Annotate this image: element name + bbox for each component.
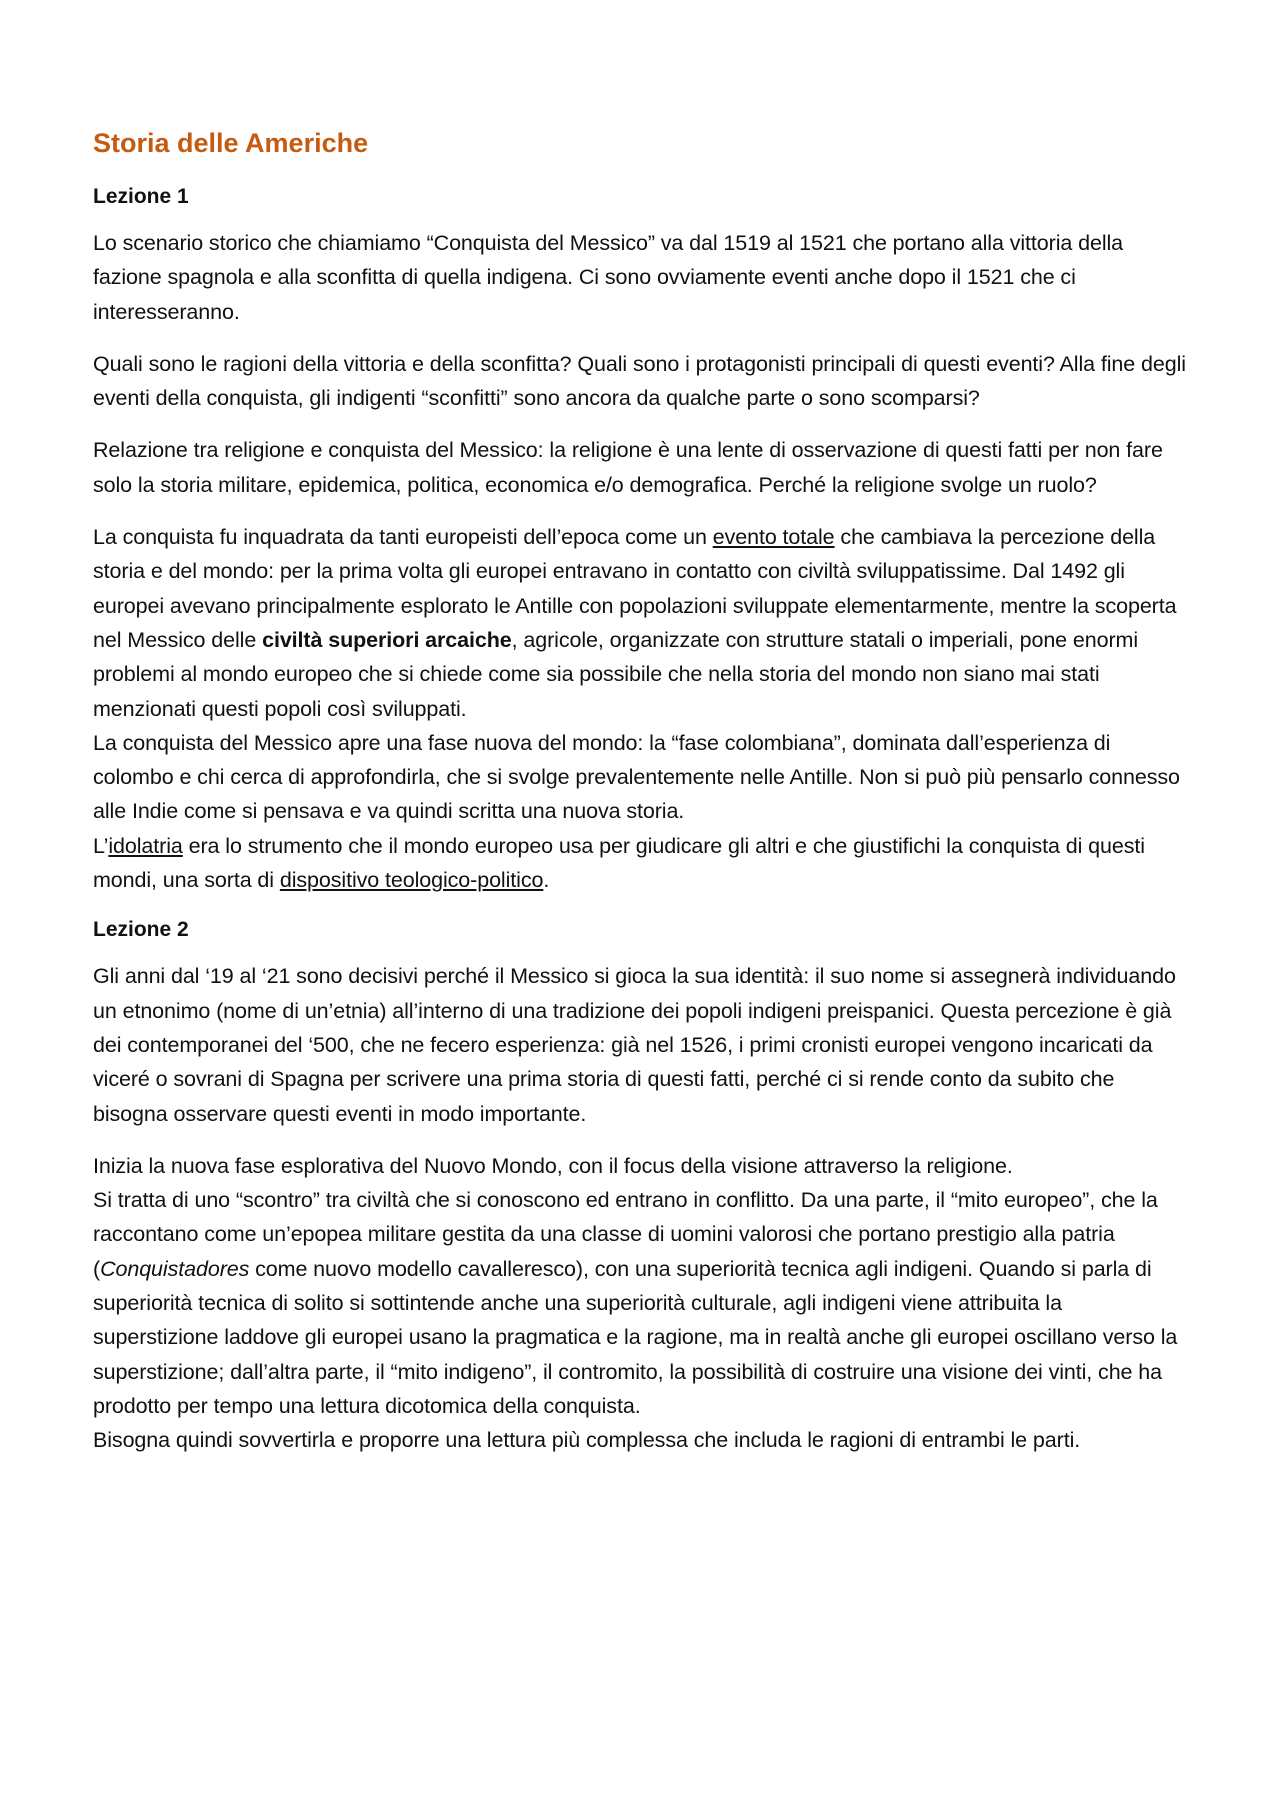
lesson-2-paragraph-4: Bisogna quindi sovvertirla e proporre una lettura più complessa che includa le ragioni di entrambi le parti. <box>93 1428 1081 1453</box>
document-page <box>93 126 1188 1476</box>
lesson-2-paragraph-1: Gli anni dal ‘19 al ‘21 sono decisivi perché il Messico si gioca la sua identità: il suo nome si assegnerà individuando un etnonimo (nome di un’etnia) all’interno di una tradizione dei popoli indigeni preispanici. Questa percezione è già dei contemporanei del ‘500, che ne fecero esperienza: già nel 1526, i primi cronisti europei vengono incaricati da viceré o sovrani di Spagna per scrivere una prima storia di questi fatti, perché ci si rende conto da subito che bisogna osservare questi eventi in modo importante. <box>93 964 1176 1126</box>
italic-term: Conquistadores <box>100 1256 250 1281</box>
lesson-1-paragraph-2: Quali sono le ragioni della vittoria e della sconfitta? Quali sono i protagonisti principali di questi eventi? Alla fine degli eventi della conquista, gli indigenti “sconfitti” sono ancora da qualche parte o sono scomparsi? <box>93 351 1186 411</box>
bold-term: civiltà superiori arcaiche <box>262 627 512 652</box>
lesson-2-heading: Lezione 2 <box>93 918 189 942</box>
lesson-2-paragraph-3 <box>93 1183 1188 1423</box>
underlined-term: dispositivo teologico-politico <box>279 868 544 893</box>
lesson-1-heading: Lezione 1 <box>93 185 189 208</box>
text-span: come nuovo modello cavalleresco), con una superiorità tecnica agli indigeni. Quando si parla di superiorità tecnica di solito si sottintende anche una superiorità culturale, agli indigeni viene attribuita la superstizione laddove gli europei usano la pragmatica e la ragione, ma in realtà anche gli europei oscillano verso la superstizione; dall’altra parte, il “mito indigeno”, il contromito, la possibilità di costruire una visione dei vinti, che ha prodotto per tempo una lettura dicotomica della conquista. <box>93 1256 1178 1418</box>
text-span: . <box>543 868 550 893</box>
text-span: La conquista fu inquadrata da tanti europeisti dell’epoca come un <box>93 525 713 550</box>
lesson-1-paragraph-5: La conquista del Messico apre una fase nuova del mondo: la “fase colombiana”, dominata dall’esperienza di colombo e chi cerca di approfondirla, che si svolge prevalentemente nelle Antille. Non si può più pensarlo connesso alle Indie come si pensava e va quindi scritta una nuova storia. <box>93 730 1180 824</box>
lesson-1-paragraph-6 <box>93 829 1188 898</box>
underlined-term: evento totale <box>712 525 835 550</box>
lesson-1-paragraph-3: Relazione tra religione e conquista del Messico: la religione è una lente di osservazione di questi fatti per non fare solo la storia militare, epidemica, politica, economica e/o demografica. Perché la religione svolge un ruolo? <box>93 438 1163 497</box>
text-span: Si tratta di uno “scontro” tra civiltà che si conoscono ed entrano in conflitto. Da una parte, il “mito europeo”, che la raccontano come un’epopea militare gestita da una classe di uomini valorosi che portano prestigio alla patria ( <box>93 1188 1158 1281</box>
lesson-1-paragraph-1: Lo scenario storico che chiamiamo “Conquista del Messico” va dal 1519 al 1521 che portano alla vittoria della fazione spagnola e alla sconfitta di quella indigena. Ci sono ovviamente eventi anche dopo il 1521 che ci interesseranno. <box>93 231 1124 324</box>
text-span: L’ <box>93 833 109 858</box>
text-span: , agricole, organizzate con strutture statali o imperiali, pone enormi problemi al mondo europeo che si chiede come sia possibile che nella storia del mondo non siano mai stati menzionati questi popoli così sviluppati. <box>93 627 1139 721</box>
lesson-1-paragraph-4 <box>93 520 1188 726</box>
text-span: era lo strumento che il mondo europeo usa per giudicare gli altri e che giustifichi la conquista di questi mondi, una sorta di <box>93 833 1145 893</box>
document-title: Storia delle Americhe <box>93 128 369 158</box>
lesson-2-paragraph-2: Inizia la nuova fase esplorativa del Nuovo Mondo, con il focus della visione attraverso la religione. <box>93 1153 1013 1178</box>
text-span: che cambiava la percezione della storia e del mondo: per la prima volta gli europei entravano in contatto con civiltà sviluppatissime. Dal 1492 gli europei avevano principalmente esplorato le Antille con popolazioni sviluppate elementarmente, mentre la scoperta nel Messico delle <box>93 525 1177 652</box>
underlined-term: idolatria <box>108 833 183 858</box>
